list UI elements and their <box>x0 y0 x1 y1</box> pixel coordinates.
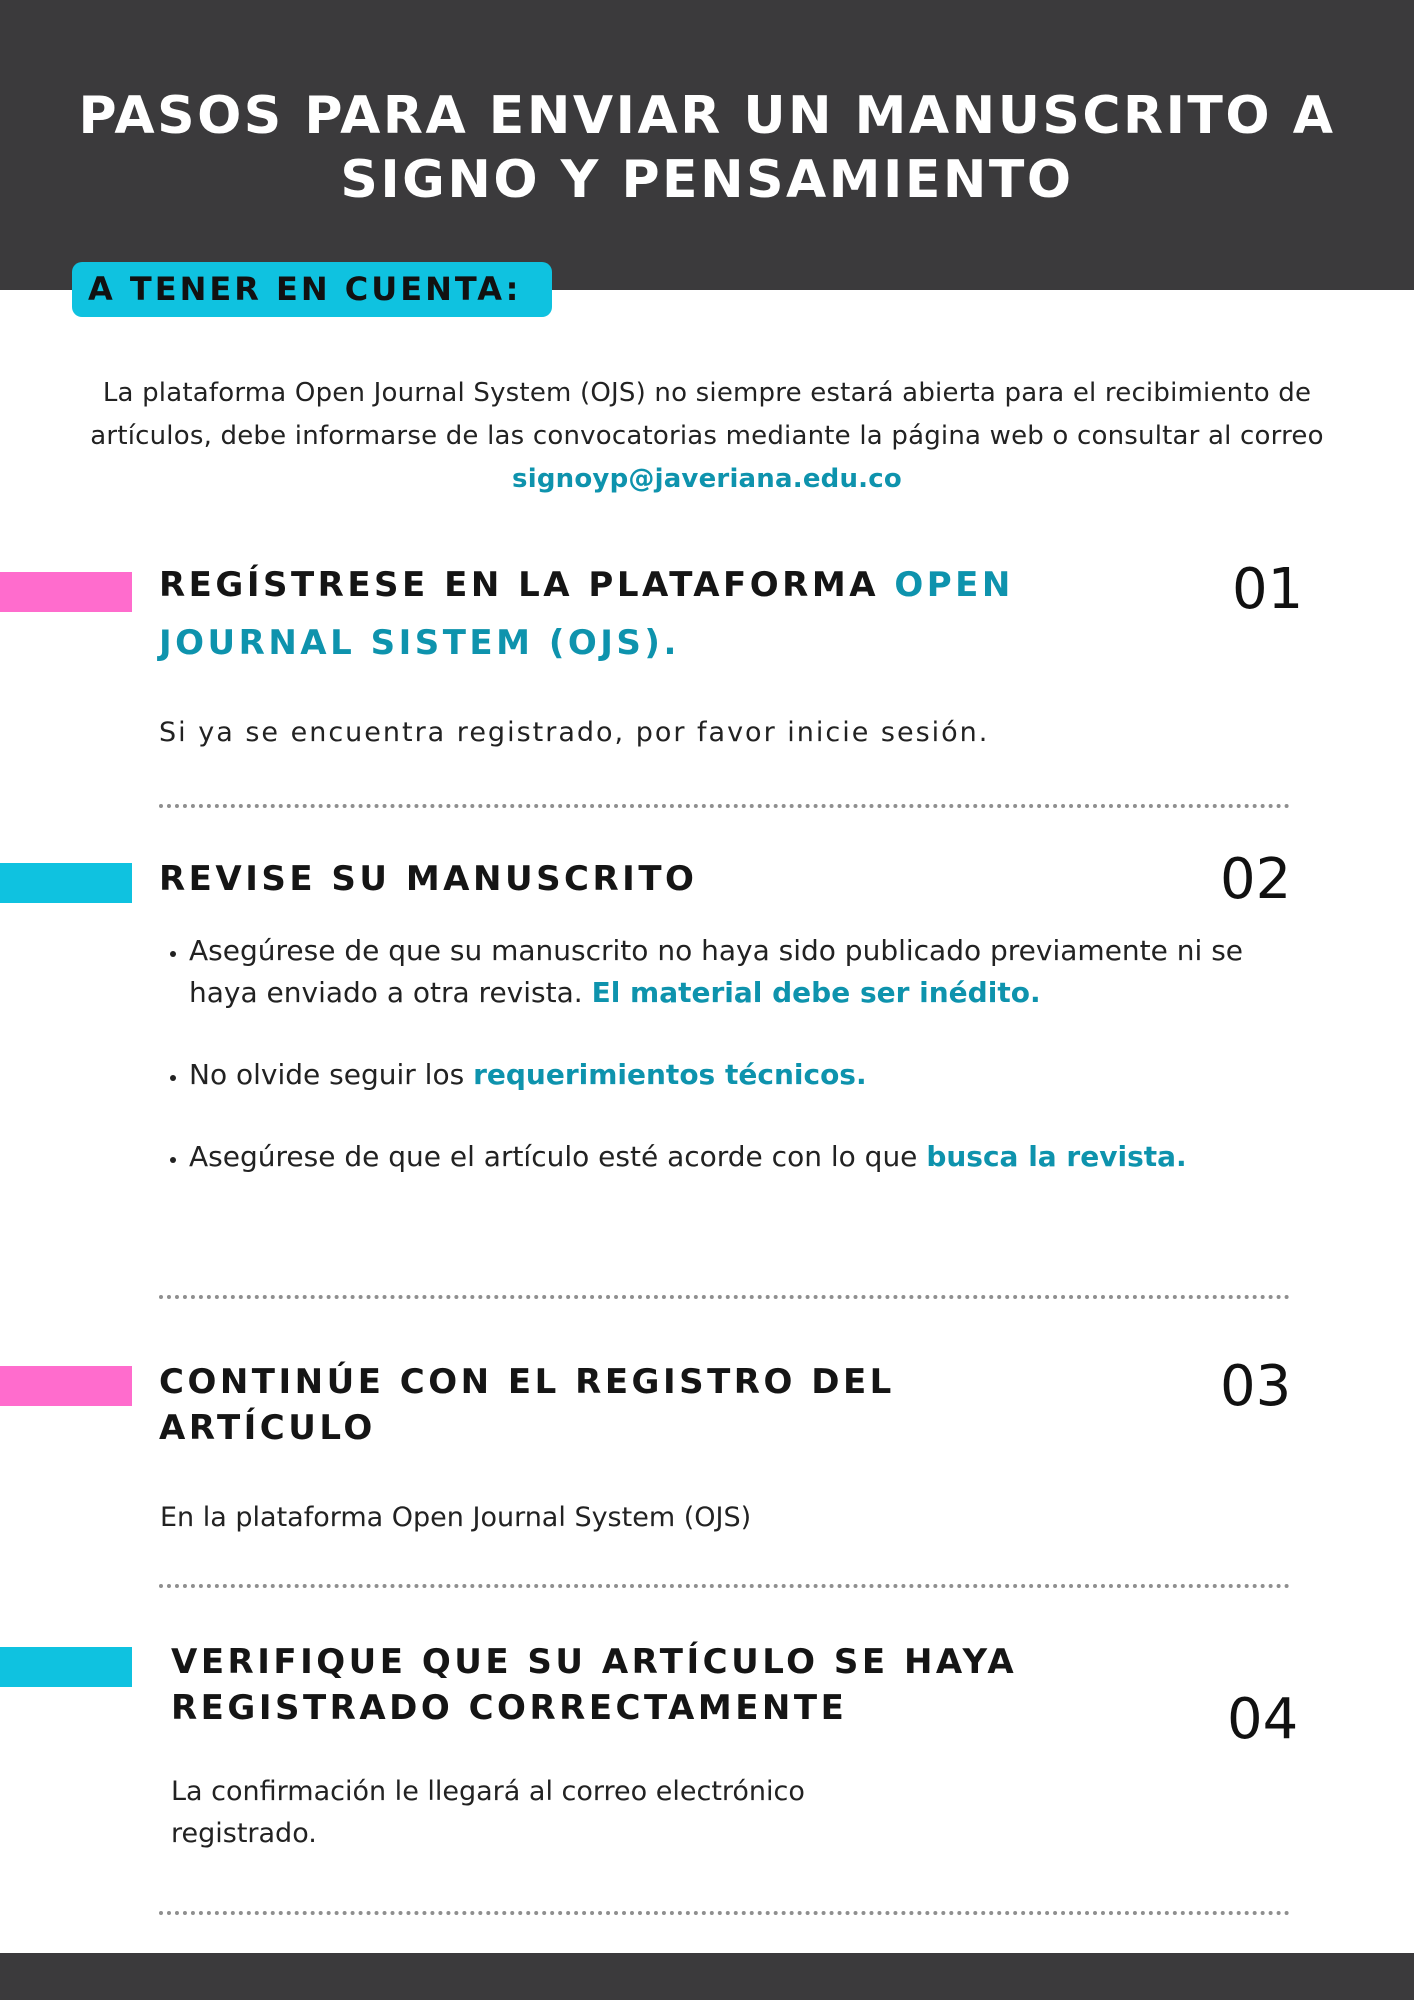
divider-4 <box>159 1911 1290 1915</box>
journal-scope-link[interactable]: busca la revista. <box>926 1140 1187 1173</box>
page-title-line-1: PASOS PARA ENVIAR UN MANUSCRITO A <box>78 86 1336 146</box>
step-1-text: Si ya se encuentra registrado, por favor inicie sesión. <box>159 717 990 748</box>
step-1-title-text: REGÍSTRESE EN LA PLATAFORMA <box>159 565 895 605</box>
step-3-title: CONTINÚE CON EL REGISTRO DEL ARTÍCULO <box>159 1362 895 1448</box>
checklist-item-1-text: Asegúrese de que su manuscrito no haya sido publicado previamente ni se haya enviado a otra revista. <box>189 934 1244 1009</box>
step-4-number: 04 <box>1227 1687 1299 1752</box>
step-2-checklist <box>158 930 1299 1178</box>
step-2-title: REVISE SU MANUSCRITO <box>159 859 698 899</box>
step-1-title <box>159 556 1059 672</box>
step-1-number: 01 <box>1232 557 1304 622</box>
checklist-item-2 <box>189 1054 1299 1096</box>
note-badge: A TENER EN CUENTA: <box>72 262 552 317</box>
page-title <box>0 84 1414 212</box>
step-1-marker-bar <box>0 572 132 612</box>
step-1-ojs-link[interactable]: OPEN JOURNAL SISTEM (OJS). <box>159 565 1014 663</box>
page-title-line-2: SIGNO Y PENSAMIENTO <box>340 150 1074 210</box>
checklist-item-3-text: Asegúrese de que el artículo esté acorde con lo que <box>189 1140 927 1173</box>
step-3-marker-bar <box>0 1366 132 1406</box>
checklist-item-2-text: No olvide seguir los <box>189 1058 474 1091</box>
divider-2 <box>159 1295 1290 1299</box>
checklist-item-3 <box>189 1136 1299 1178</box>
step-4-text: La confirmación le llegará al correo electrónico registrado. <box>171 1776 805 1849</box>
step-3-text: En la plataforma Open Journal System (OJS) <box>160 1502 752 1533</box>
step-3-number: 03 <box>1220 1354 1292 1419</box>
step-2-marker-bar <box>0 863 132 903</box>
divider-3 <box>159 1584 1290 1588</box>
checklist-item-1 <box>189 930 1299 1014</box>
intro-paragraph <box>50 372 1364 501</box>
technical-requirements-link[interactable]: requerimientos técnicos. <box>473 1058 867 1091</box>
checklist-item-1-emphasis: El material debe ser inédito. <box>591 976 1041 1009</box>
step-4-title: VERIFIQUE QUE SU ARTÍCULO SE HAYA REGISTRADO CORRECTAMENTE <box>171 1642 1018 1728</box>
step-2-number: 02 <box>1220 847 1292 912</box>
email-link[interactable]: signoyp@javeriana.edu.co <box>512 464 902 494</box>
intro-text: La plataforma Open Journal System (OJS) no siempre estará abierta para el recibimiento de artículos, debe informarse de las convocatorias mediante la página web o consultar al correo <box>90 378 1324 451</box>
divider-1 <box>159 804 1290 808</box>
footer-band <box>0 1953 1414 2000</box>
step-4-marker-bar <box>0 1647 132 1687</box>
